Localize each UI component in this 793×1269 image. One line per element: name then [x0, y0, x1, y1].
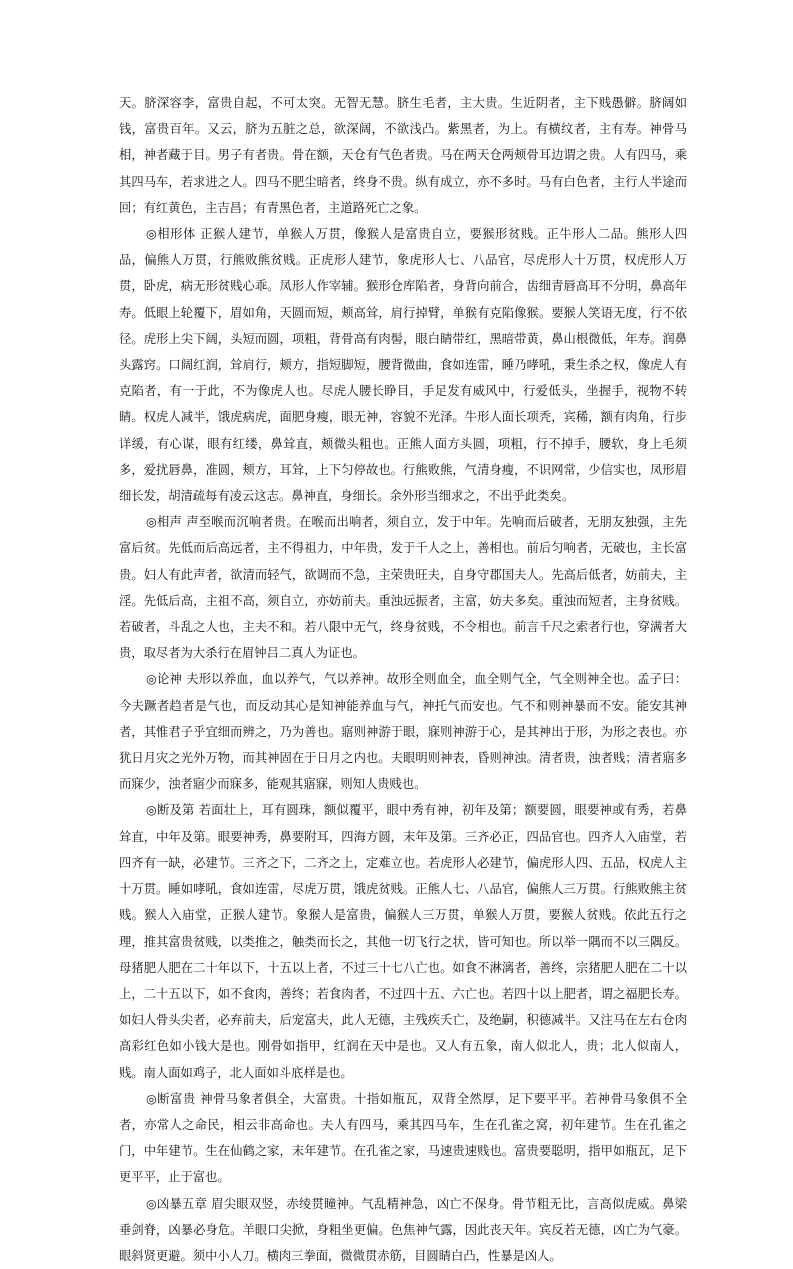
paragraph-violent-signs: ◎凶暴五章 眉尖眼双竖，赤绫贯瞳神。气乱精神急，凶亡不保身。骨节粗无比，言高似虎威。鼻梁垂剑脊，凶暴必身危。羊眼口尖掀，身粗坐更偏。色焦神气露，因此丧天年。宾反若无德，凶亡为气豪。眼斜贤更避。须中小人刀。横肉三拳面，微微贯赤筋，目圆睛白凸，性暴是凶人。: [119, 1196, 687, 1263]
paragraph-body-forms: ◎相形体 正猴人建节，单猴人万贯，像猴人是富贵自立，要猴形贫贱。正牛形人二品。熊形人四品，偏熊人万贯，行熊败熊贫贱。正虎形人建节，象虎形人七、八品官，尽虎形人十万贯，权虎形人万贯，卧虎，病无形贫贱心乖。凤形人作宰辅。猴形仓库陷者，身背向前合，齿细青唇高耳不分明，鼻高年寿。低眼上轮覆下，眉如角，天圆而短，颊高耸，肩行掉臂，单猴有克陷像猴。要猴人笑语无度，行不依径。虎形上尖下阔，头短而圆，项粗，背骨高有肉髻，眼白睛带红，黑暗带黄，鼻山根微低，年寿。润鼻头露窍。口阔红润，耸肩行，颊方，指短脚短，腰背微曲，食如连雷，睡乃哮吼，秉生杀之权，像虎人有克陷者，有一于此，不为像虎人也。尽虎人腰长睁目，手足发有威风中，行爱低头，坐握手，视物不转睛。权虎人减半，饿虎病虎，面肥身瘦，眼无神，容貌不光泽。牛形人面长项秃，宾稀，额有肉角，行步详缓，有心谋，眼有红缕，鼻耸直，颊微头粗也。正熊人面方头圆，项粗，行不掉手，腰软，身上毛须多，爱扰唇鼻，准圆，颊方，耳耸，上下匀停故也。行熊败熊，气清身瘦，不识网常，少信实也，凤形眉细长发，胡清疏每有凌云这志。鼻神直，身细长。余外形当细求之，不出乎此类矣。: [119, 227, 687, 504]
paragraph-wealth-rank: ◎断富贵 神骨马象者俱全，大富贵。十指如瓶瓦，双背全然厚，足下要平平。若神骨马象俱不全者，亦常人之命民，相云非高命也。夫人有四马，乘其四马车，生在孔雀之窝，初年建节。生在孔雀之门，中年建节。生在仙鹤之家，末年建节。在孔雀之家，马速贵速贱也。富贵要聪明，指甲如瓶瓦，足下更平平，止于富也。: [119, 1091, 687, 1185]
document-page: [119, 90, 687, 1269]
paragraph-navel-and-horse-bones: 天。脐深容李，富贵自起，不可太突。无智无慧。脐生毛者，主大贵。生近阴者，主下贱愚僻。脐阔如钱，富贵百年。又云，脐为五脏之总，欲深阔，不欲浅凸。紫黑者，为上。有横纹者，主有寿。神骨马相，神者藏于目。男子有者贵。骨在额，天仓有气色者贵。马在两天仓两颊骨耳边谓之贵。人有四马，乘其四马车，若求进之人。四马不肥尘暗者，终身不贵。纵有成立，亦不多时。马有白色者，主行人半途而回；有红黄色，主吉昌；有青黑色者，主道路死亡之象。: [119, 96, 687, 215]
paragraph-exam-success: ◎断及第 若面壮上，耳有圆珠，额似覆平，眼中秀有神，初年及第；额要圆，眼要神或有秀，若鼻耸直，中年及第。眼要神秀，鼻要附耳，四海方圆，末年及第。三齐必正，四品官也。四齐人入庙堂，若四齐有一缺，必建节。三齐之下，二齐之上，定难立也。若虎形人必建节，偏虎形人四、五品，权虎人主十万贯。睡如哮吼，食如连雷，尽虎万贯，饿虎贫贱。正熊人七、八品官，偏熊人三万贯。行熊败熊主贫贱。猴人入庙堂，正猴人建节。象猴人是富贵，偏猴人三万贯，单猴人万贯，要猴人贫贱。依此五行之理，推其富贵贫贱，以类推之，触类而长之，其他一切飞行之状，皆可知也。所以举一隅而不以三隅反。母猪肥人肥在二十年以下，十五以上者，不过三十七八亡也。如食不淋漓者，善终，宗猪肥人肥在二十以上，二十五以下，如不食肉，善终；若食肉者，不过四十五、六亡也。若四十以上肥者，谓之福肥长寿。如妇人骨头尖者，必弃前夫，后宠富夫，此人无德，主残疾夭亡，及绝嗣，积德减半。又注马在左右仓肉高彩红色如小钱大是也。刚骨如指甲，红润在天中是也。又人有五象，南人似北人，贵；北人似南人，贱。南人面如鸡子，北人面如斗底样是也。: [119, 803, 687, 1080]
paragraph-spirit: ◎论神 夫形以养血，血以养气，气以养神。故形全则血全，血全则气全，气全则神全也。孟子曰：今夫蹶者趋者是气也，而反动其心是知神能养血与气，神托气而安也。气不和则神暴而不安。能安其神者，其惟君子乎宜细而辨之，乃为善也。寤则神游于眼，寐则神游于心，是其神出于形，为形之表也。亦犹日月灾之光外万物，而其神固在于日月之内也。夫眼明则神表，昏则神浊。清者贵，浊者贱；清者寤多而寐少，浊者寤少而寐多，能观其寤寐，则知人贵贱也。: [119, 672, 687, 792]
paragraph-voice: ◎相声 声至喉而沉响者贵。在喉而出响者，须自立，发于中年。先响而后破者，无朋友独强，主先富后贫。先低而后高远者，主不得祖力，中年贵，发于千人之上，善相也。前后匀响者，无破也，主长富贵。妇人有此声者，欲清而轻气，欲调而不急，主荣贵旺夫，自身守郡国夫人。先高后低者，妨前夫，主淫。先低后高，主祖不高，须自立，亦妨前夫。重浊远振者，主富，妨夫多矣。重浊而短者，主身贫贱。若破者，斗乱之人也，主夫不和。若八限中无气，终身贫贱，不令相也。前言千尺之索者行也，穿满者大贵，取尽者为大杀行在眉钟吕二真人为证也。: [119, 515, 687, 661]
